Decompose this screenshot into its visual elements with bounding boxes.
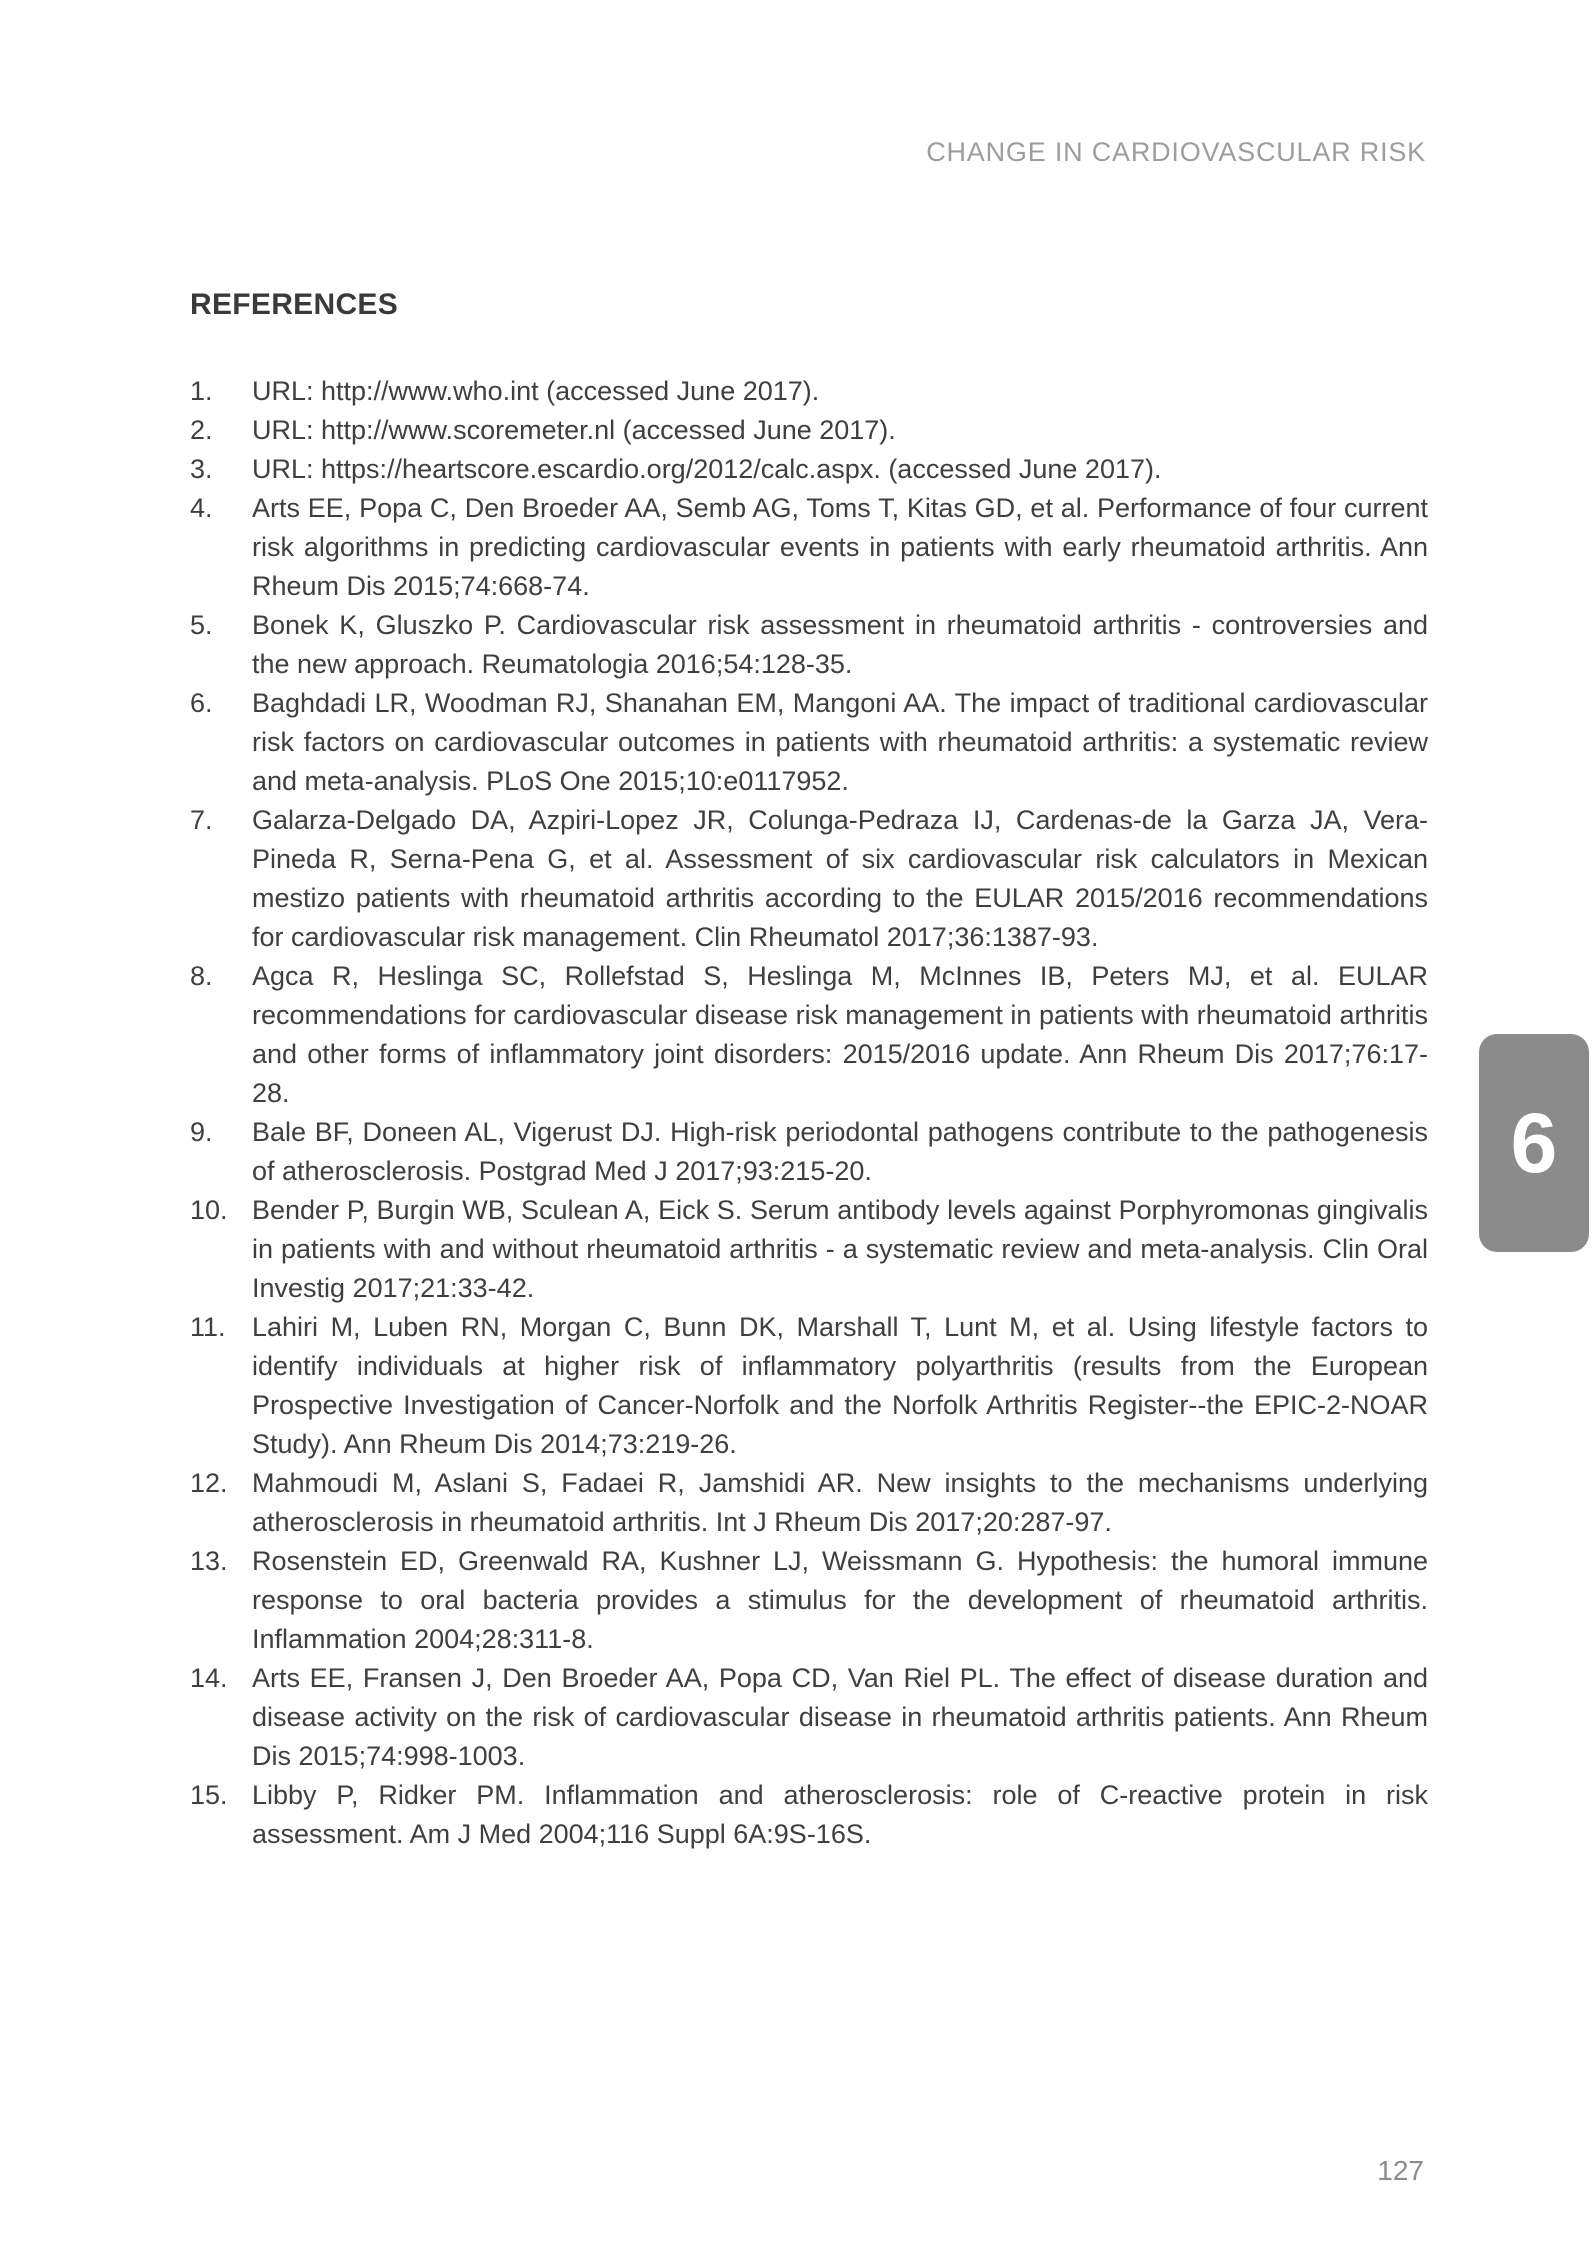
reference-text: Rosenstein ED, Greenwald RA, Kushner LJ, Weissmann G. Hypothesis: the humoral immune response to oral bacteria provides a stimulus for the development of rheumatoid arthritis. Inflammation 2004;28:311-8. — [252, 1546, 1428, 1654]
reference-number: 4. — [190, 493, 213, 523]
reference-number: 7. — [190, 805, 213, 835]
reference-number: 5. — [190, 610, 213, 640]
page-number: 127 — [1377, 2155, 1424, 2186]
reference-item — [190, 489, 1428, 606]
reference-text: URL: https://heartscore.escardio.org/2012/calc.aspx. (accessed June 2017). — [252, 454, 1162, 484]
reference-text: Galarza-Delgado DA, Azpiri-Lopez JR, Colunga-Pedraza IJ, Cardenas-de la Garza JA, Vera-Pineda R, Serna-Pena G, et al. Assessment of six cardiovascular risk calculators in Mexican mestizo patients with rheumatoid arthritis according to the EULAR 2015/2016 recommendations for cardiovascular risk management. Clin Rheumatol 2017;36:1387-93. — [252, 805, 1428, 952]
section-title: REFERENCES — [190, 288, 399, 321]
reference-text: Arts EE, Popa C, Den Broeder AA, Semb AG, Toms T, Kitas GD, et al. Performance of four current risk algorithms in predicting cardiovascular events in patients with early rheumatoid arthritis. Ann Rheum Dis 2015;74:668-74. — [252, 493, 1428, 601]
chapter-tab-number: 6 — [1510, 1096, 1558, 1190]
reference-text: Mahmoudi M, Aslani S, Fadaei R, Jamshidi AR. New insights to the mechanisms underlying atherosclerosis in rheumatoid arthritis. Int J Rheum Dis 2017;20:287-97. — [252, 1468, 1428, 1537]
reference-text: Bonek K, Gluszko P. Cardiovascular risk assessment in rheumatoid arthritis - controversies and the new approach. Reumatologia 2016;54:128-35. — [252, 610, 1428, 679]
page-content — [190, 288, 1428, 1854]
reference-item — [190, 1776, 1428, 1854]
reference-number: 9. — [190, 1117, 213, 1147]
reference-item — [190, 1464, 1428, 1542]
references-list — [190, 372, 1428, 1854]
reference-number: 10. — [190, 1195, 228, 1225]
reference-item — [190, 411, 1428, 450]
reference-text: Agca R, Heslinga SC, Rollefstad S, Heslinga M, McInnes IB, Peters MJ, et al. EULAR recommendations for cardiovascular disease risk management in patients with rheumatoid arthritis and other forms of inflammatory joint disorders: 2015/2016 update. Ann Rheum Dis 2017;76:17-28. — [252, 961, 1428, 1108]
reference-number: 12. — [190, 1468, 228, 1498]
reference-item — [190, 450, 1428, 489]
reference-text: Arts EE, Fransen J, Den Broeder AA, Popa CD, Van Riel PL. The effect of disease duration and disease activity on the risk of cardiovascular disease in rheumatoid arthritis patients. Ann Rheum Dis 2015;74:998-1003. — [252, 1663, 1428, 1771]
reference-number: 15. — [190, 1780, 228, 1810]
reference-number: 14. — [190, 1663, 228, 1693]
reference-item — [190, 801, 1428, 957]
reference-number: 8. — [190, 961, 213, 991]
reference-number: 3. — [190, 454, 213, 484]
reference-item — [190, 606, 1428, 684]
chapter-tab — [1479, 1034, 1589, 1252]
reference-item — [190, 1659, 1428, 1776]
reference-number: 11. — [190, 1312, 226, 1342]
reference-text: Bale BF, Doneen AL, Vigerust DJ. High-risk periodontal pathogens contribute to the pathogenesis of atherosclerosis. Postgrad Med J 2017;93:215-20. — [252, 1117, 1428, 1186]
reference-item — [190, 957, 1428, 1113]
reference-number: 1. — [190, 376, 213, 406]
reference-item — [190, 1308, 1428, 1464]
running-header: CHANGE IN CARDIOVASCULAR RISK — [926, 137, 1426, 167]
reference-text: Libby P, Ridker PM. Inflammation and atherosclerosis: role of C-reactive protein in risk assessment. Am J Med 2004;116 Suppl 6A:9S-16S. — [252, 1780, 1428, 1849]
reference-item — [190, 372, 1428, 411]
reference-text: Bender P, Burgin WB, Sculean A, Eick S. Serum antibody levels against Porphyromonas gingivalis in patients with and without rheumatoid arthritis - a systematic review and meta-analysis. Clin Oral Investig 2017;21:33-42. — [252, 1195, 1428, 1303]
reference-item — [190, 1542, 1428, 1659]
reference-number: 13. — [190, 1546, 228, 1576]
reference-item — [190, 1191, 1428, 1308]
reference-text: URL: http://www.who.int (accessed June 2017). — [252, 376, 820, 406]
reference-text: Lahiri M, Luben RN, Morgan C, Bunn DK, Marshall T, Lunt M, et al. Using lifestyle factors to identify individuals at higher risk of inflammatory polyarthritis (results from the European Prospective Investigation of Cancer-Norfolk and the Norfolk Arthritis Register--the EPIC-2-NOAR Study). Ann Rheum Dis 2014;73:219-26. — [252, 1312, 1428, 1459]
reference-item — [190, 1113, 1428, 1191]
reference-item — [190, 684, 1428, 801]
reference-text: URL: http://www.scoremeter.nl (accessed June 2017). — [252, 415, 896, 445]
reference-number: 6. — [190, 688, 213, 718]
reference-number: 2. — [190, 415, 213, 445]
reference-text: Baghdadi LR, Woodman RJ, Shanahan EM, Mangoni AA. The impact of traditional cardiovascular risk factors on cardiovascular outcomes in patients with rheumatoid arthritis: a systematic review and meta-analysis. PLoS One 2015;10:e0117952. — [252, 688, 1428, 796]
